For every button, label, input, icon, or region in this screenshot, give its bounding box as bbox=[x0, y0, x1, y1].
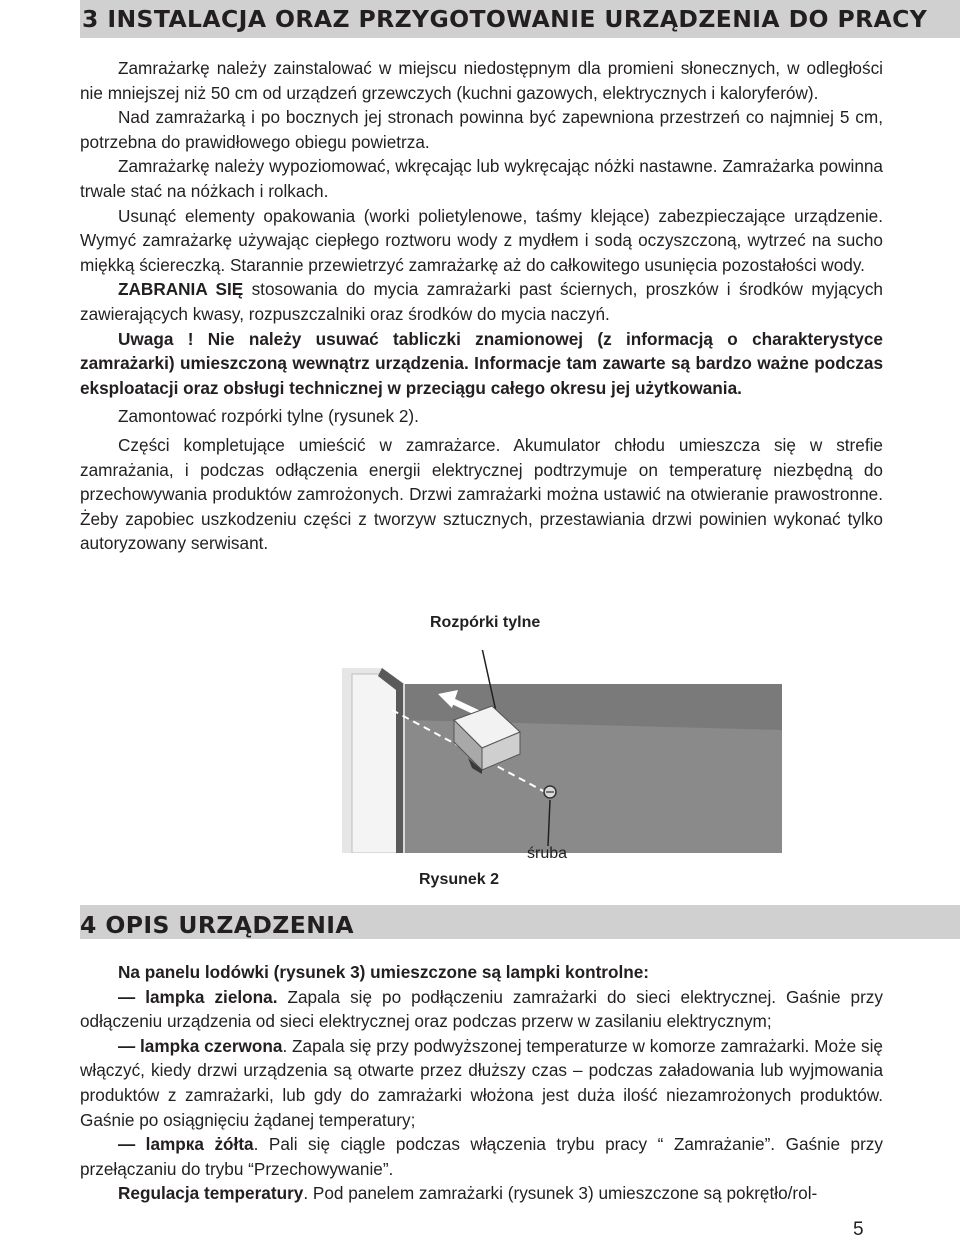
paragraph-placement: Zamrażarkę należy zainstalować w miejscu niedostępnym dla promieni słonecznych, w odległości nie mniejszej niż 50 cm od urządzeń grzewczych (kuchni gazowych, elektrycznych i kaloryferów). bbox=[80, 58, 883, 103]
indicator-red-text: . Zapala się przy podwyższonej temperaturze w komorze zamrażarki. Może się włączyć, kiedy drzwi urządzenia są otwarte przez dłuższy czas – podczas załadowania lub wyjmowania produktów z zamrażarki, lub gdy do zamrażarki włożona jest duża ilość niezamrożonych produktów. Gaśnie po osiągnięciu żądanej temperatury; bbox=[80, 1035, 883, 1130]
page-number: 5 bbox=[853, 1219, 864, 1240]
figure-caption: Rysunek 2 bbox=[419, 871, 500, 888]
prohibition-text: stosowania do mycia zamrażarki past ściernych, proszków i środków myjących zawierających kwasy, rozpuszczalniki oraz środków do mycia naczyń. bbox=[80, 279, 883, 324]
indicator-green-title: — lampka zielona. bbox=[118, 986, 278, 1007]
indicator-red-title: — lampka czerwona bbox=[118, 1035, 283, 1056]
paragraph-clearance: Nad zamrażarką i po bocznych jej stronach powinna być zapewniona przestrzeń co najmniej 5 cm, potrzebna do prawidłowego obiegu powietrza. bbox=[80, 107, 883, 152]
indicator-yellow-text: . Pali się ciągle podczas włączenia trybu pracy “ Zamrażanie”. Gaśnie przy przełączaniu do trybu “Przechowywanie”. bbox=[80, 1134, 883, 1179]
section-4-body bbox=[80, 960, 883, 1206]
indicator-yellow-title: — lampка żółta bbox=[118, 1134, 254, 1155]
figure-label-rear-spacers: Rozpórki tylne bbox=[430, 614, 541, 631]
section-3-body bbox=[80, 56, 883, 556]
temperature-regulation bbox=[80, 1181, 883, 1206]
figure-rear-spacer-illustration bbox=[342, 650, 782, 853]
paragraph-parts: Części kompletujące umieścić w zamrażarce. Akumulator chłodu umieszcza się w strefie zamrażania, i podczas odłączenia energii elektrycznej podtrzymuje on temperaturę niezbędną do przechowywania produktów zamrożonych. Drzwi zamrażarki można ustawić na otwieranie prawostronne. Żeby zapobiec uszkodzeniu części z tworzyw sztucznych, przestawiania drzwi powinien wykonać tylko autoryzowany serwisant. bbox=[80, 434, 883, 554]
indicators-intro-text: Na panelu lodówki (rysunek 3) umieszczone są lampki kontrolne: bbox=[118, 962, 650, 982]
paragraph-leveling: Zamrażarkę należy wypoziomować, wkręcając lub wykręcając nóżki nastawne. Zamrażarka powinna trwale stać na nóżkach i rolkach. bbox=[80, 156, 883, 201]
prohibition-bold: ZABRANIA SIĘ bbox=[118, 279, 244, 300]
indicator-red bbox=[80, 1034, 883, 1132]
paragraph-warning bbox=[80, 327, 883, 401]
figure-label-screw: śruba bbox=[527, 845, 568, 862]
indicator-yellow bbox=[80, 1132, 883, 1181]
indicator-green bbox=[80, 985, 883, 1034]
paragraph-spacers: Zamontować rozpórki tylne (rysunek 2). bbox=[118, 406, 419, 427]
indicator-green-text: Zapala się po podłączeniu zamrażarki do sieci elektrycznej. Gaśnie przy odłączeniu urządzenia od sieci elektrycznej oraz podczas przerw w zasilaniu elektrycznym; bbox=[80, 986, 883, 1032]
section-3-heading: 3 INSTALACJA ORAZ PRZYGOTOWANIE URZĄDZENIA DO PRACY bbox=[80, 0, 960, 38]
paragraph-cleaning: Usunąć elementy opakowania (worki polietylenowe, taśmy klejące) zabezpieczające urządzenie. Wymyć zamrażarkę używając ciepłego roztworu wody z mydłem i sodą oczyszczoną, wytrzeć na sucho miękką ściereczką. Starannie przewietrzyć zamrażarkę aż do całkowitego usunięcia pozostałości wody. bbox=[80, 205, 883, 275]
freezer-side-edge bbox=[352, 674, 398, 853]
indicators-intro bbox=[80, 960, 883, 985]
temperature-regulation-text: . Pod panelem zamrażarki (rysunek 3) umieszczone są pokrętło/rol- bbox=[303, 1183, 818, 1204]
paragraph-prohibition bbox=[80, 277, 883, 326]
warning-text: Uwaga ! Nie należy usuwać tabliczki znamionowej (z informacją o charakterystyce zamrażarki) umieszczoną wewnątrz urządzenia. Informacje tam zawarte są bardzo ważne podczas eksploatacji oraz obsługi technicznej w przeciągu całego okresu jej użytkowania. bbox=[80, 328, 883, 398]
temperature-regulation-title: Regulacja temperatury bbox=[118, 1183, 304, 1204]
section-4-heading: 4 OPIS URZĄDZENIA bbox=[80, 905, 960, 939]
